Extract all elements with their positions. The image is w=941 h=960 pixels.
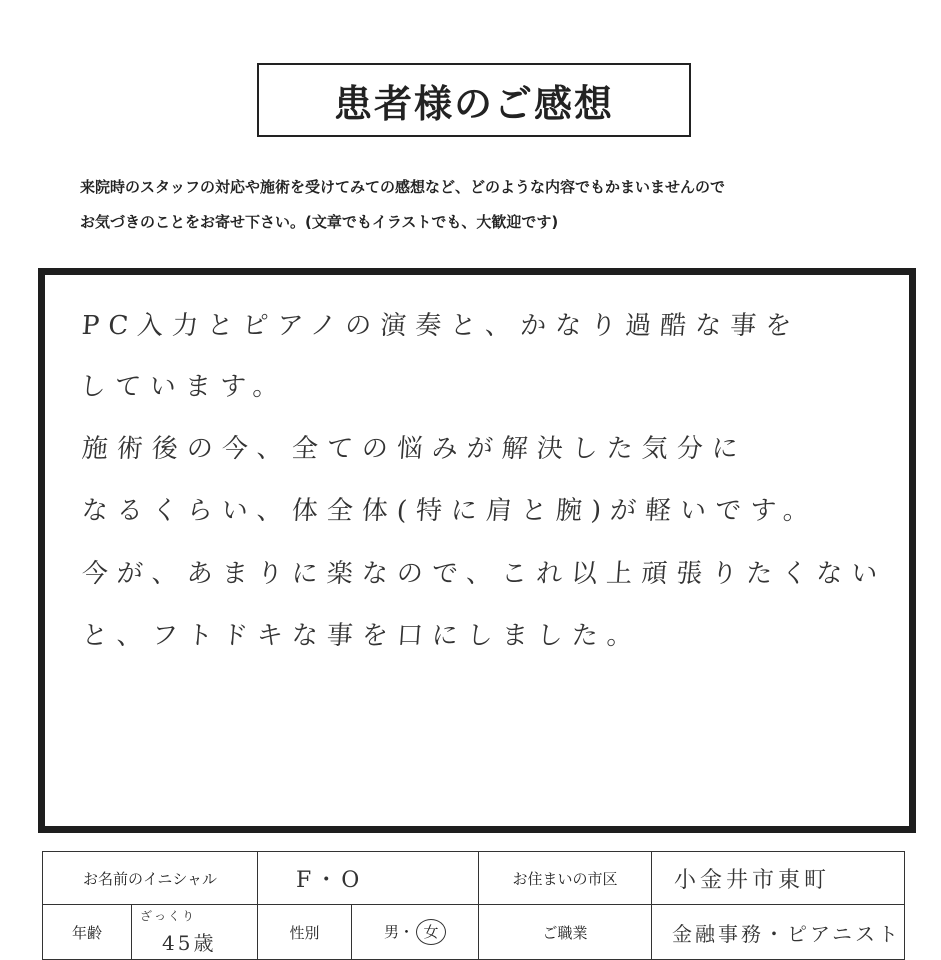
name-label: お名前のイニシャル bbox=[43, 852, 258, 905]
gender-male: 男・ bbox=[384, 923, 415, 941]
name-value-text: F・O bbox=[296, 867, 364, 893]
comment-line-2: しています。 bbox=[78, 372, 289, 402]
gender-label: 性別 bbox=[258, 905, 352, 960]
age-value: 45歳 bbox=[162, 931, 217, 955]
address-value-text: 小金井市東町 bbox=[674, 867, 831, 893]
age-value-cell bbox=[132, 905, 258, 960]
age-note: ざっくり bbox=[140, 909, 197, 923]
job-value bbox=[652, 905, 905, 960]
page-title: 患者様のご感想 bbox=[333, 81, 614, 126]
name-value bbox=[258, 852, 479, 905]
job-label: ご職業 bbox=[479, 905, 652, 960]
job-value-text: 金融事務・ピアニスト bbox=[672, 921, 902, 946]
comment-line-1: PC入力とピアノの演奏と、かなり過酷な事を bbox=[80, 311, 802, 341]
comment-line-3: 施術後の今、全ての悩みが解決した気分に bbox=[80, 434, 748, 464]
address-label: お住まいの市区 bbox=[479, 852, 652, 905]
age-label: 年齢 bbox=[43, 905, 132, 960]
comment-line-6: と、フトドキな事を口にしました。 bbox=[80, 621, 643, 651]
patient-info-table bbox=[42, 851, 905, 960]
title-box bbox=[257, 63, 691, 137]
gender-value bbox=[352, 905, 479, 960]
comment-box bbox=[38, 268, 916, 833]
intro-line-1: 来院時のスタッフの対応や施術を受けてみての感想など、どのような内容でもかまいませんので bbox=[80, 178, 726, 196]
comment-line-4: なるくらい、体全体(特に肩と腕)が軽いです。 bbox=[80, 496, 820, 526]
gender-female-circled: 女 bbox=[416, 919, 446, 945]
intro-line-2: お気づきのことをお寄せ下さい。(文章でもイラストでも、大歓迎です) bbox=[80, 213, 559, 231]
comment-line-5: 今が、あまりに楽なので、これ以上頑張りたくない bbox=[80, 559, 888, 589]
address-value bbox=[652, 852, 905, 905]
